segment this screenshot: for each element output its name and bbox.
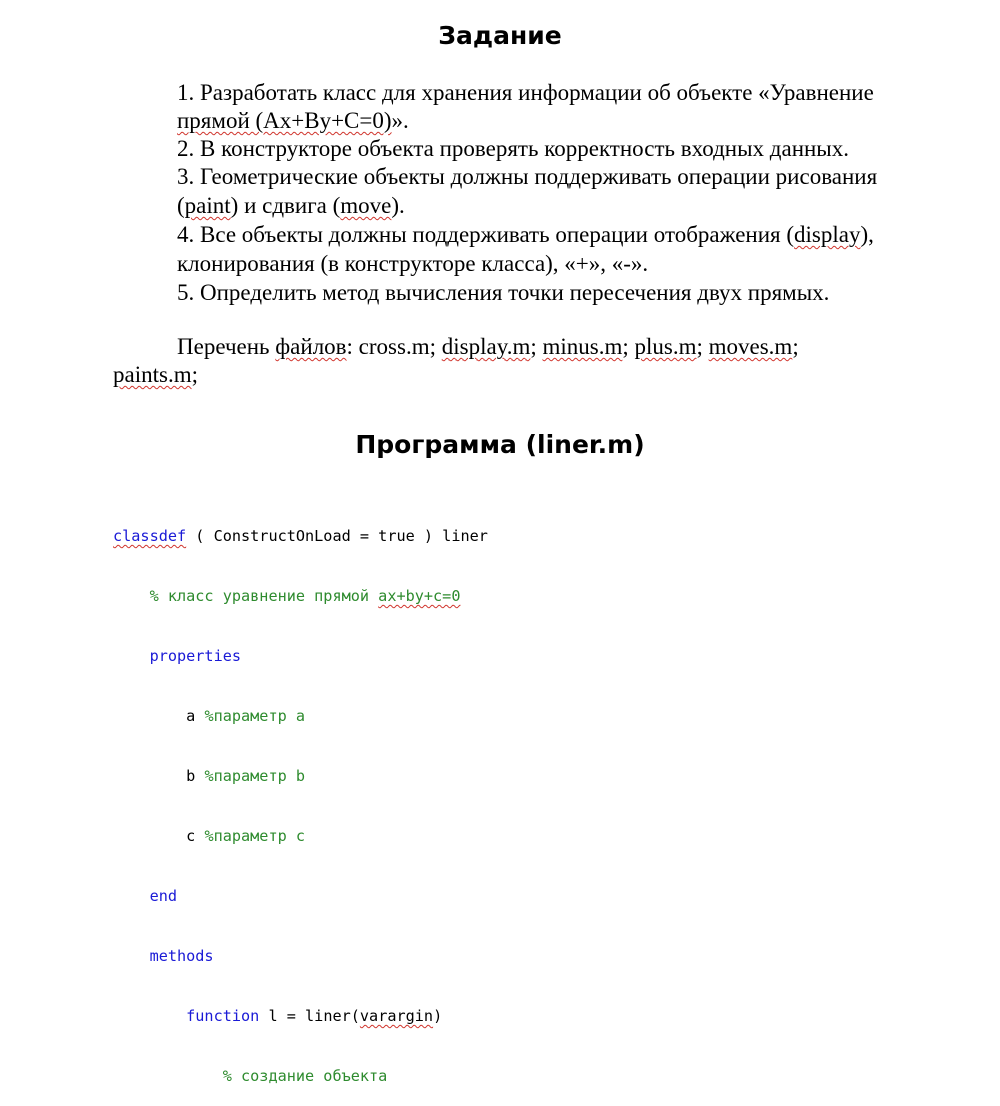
task-heading: Задание bbox=[438, 21, 562, 50]
code-keyword-function: function bbox=[113, 1007, 260, 1025]
code-line-3 bbox=[113, 646, 488, 666]
code-keyword-methods: methods bbox=[113, 947, 214, 965]
task-3-word-paint: paint bbox=[184, 193, 231, 218]
file-list-cross: : cross.m; bbox=[346, 334, 442, 359]
code-line-2 bbox=[113, 586, 488, 606]
file-list-prefix: Перечень bbox=[177, 334, 276, 359]
task-item-2: 2. В конструкторе объекта проверять корректность входных данных. bbox=[177, 136, 850, 161]
code-comment: % класс уравнение прямой bbox=[113, 587, 379, 605]
code-text: ) bbox=[433, 1007, 443, 1025]
code-line-4 bbox=[113, 706, 488, 726]
task-4-text-b: ), bbox=[860, 222, 874, 247]
file-display: display.m bbox=[441, 334, 531, 359]
code-comment: %параметр b bbox=[204, 767, 306, 785]
file-list-end: ; bbox=[191, 362, 198, 387]
code-keyword-classdef: classdef bbox=[113, 527, 187, 545]
task-1-number: 1. bbox=[177, 80, 200, 105]
code-comment: %параметр c bbox=[204, 827, 306, 845]
code-line-6 bbox=[113, 826, 488, 846]
code-text-varargin: varargin bbox=[359, 1007, 434, 1025]
task-1-text-a: Разработать класс для хранения информации об объекте «Уравнение bbox=[200, 80, 874, 105]
code-comment: % создание объекта bbox=[113, 1067, 388, 1085]
task-3-text-a: ( bbox=[177, 193, 185, 218]
file-list-line2 bbox=[113, 361, 198, 389]
task-4-text-a: 4. Все объекты должны поддерживать операции отображения ( bbox=[177, 222, 795, 247]
task-item-5: 5. Определить метод вычисления точки пересечения двух прямых. bbox=[177, 280, 830, 305]
code-keyword-properties: properties bbox=[113, 647, 242, 665]
task-3-text-c: ). bbox=[391, 193, 405, 218]
task-item-4-line2: клонирования (в конструкторе класса), «+», «-». bbox=[177, 251, 649, 276]
file-list-word: файлов bbox=[275, 334, 347, 359]
code-line-5 bbox=[113, 766, 488, 786]
file-sep-3: ; bbox=[622, 334, 635, 359]
file-minus: minus.m bbox=[542, 334, 623, 359]
task-item-3-line1: 3. Геометрические объекты должны поддерживать операции рисования bbox=[177, 164, 878, 189]
code-text: c bbox=[113, 827, 205, 845]
code-line-8 bbox=[113, 946, 488, 966]
code-text: l = liner( bbox=[259, 1007, 360, 1025]
task-item-1-line1 bbox=[177, 79, 874, 107]
task-1-text-c: ». bbox=[391, 108, 409, 133]
code-block bbox=[113, 486, 488, 1106]
code-text: a bbox=[113, 707, 205, 725]
code-text: ( ConstructOnLoad = true ) liner bbox=[186, 527, 488, 545]
code-line-7 bbox=[113, 886, 488, 906]
task-3-word-move: move bbox=[340, 193, 392, 218]
file-paints: paints.m bbox=[113, 362, 192, 387]
file-sep-2: ; bbox=[530, 334, 543, 359]
code-line-1 bbox=[113, 526, 488, 546]
code-comment-equation: ax+by+c=0 bbox=[378, 587, 461, 605]
task-3-text-b: ) и сдвига ( bbox=[230, 193, 341, 218]
task-item-1-line2 bbox=[177, 107, 409, 135]
task-item-3-line2 bbox=[177, 192, 405, 220]
code-line-10 bbox=[113, 1066, 488, 1086]
code-text: b bbox=[113, 767, 205, 785]
task-4-word-display: display bbox=[794, 222, 861, 247]
code-keyword-end: end bbox=[113, 887, 178, 905]
task-1-text-b: прямой (Ax+By+C=0) bbox=[177, 108, 392, 133]
file-list-line1 bbox=[177, 333, 799, 361]
file-sep-4: ; bbox=[696, 334, 709, 359]
file-sep-5: ; bbox=[792, 334, 799, 359]
code-line-9 bbox=[113, 1006, 488, 1026]
code-comment: %параметр a bbox=[204, 707, 306, 725]
program-heading: Программа (liner.m) bbox=[355, 430, 645, 459]
file-moves: moves.m bbox=[708, 334, 793, 359]
file-plus: plus.m bbox=[634, 334, 697, 359]
task-item-4-line1 bbox=[177, 221, 874, 249]
